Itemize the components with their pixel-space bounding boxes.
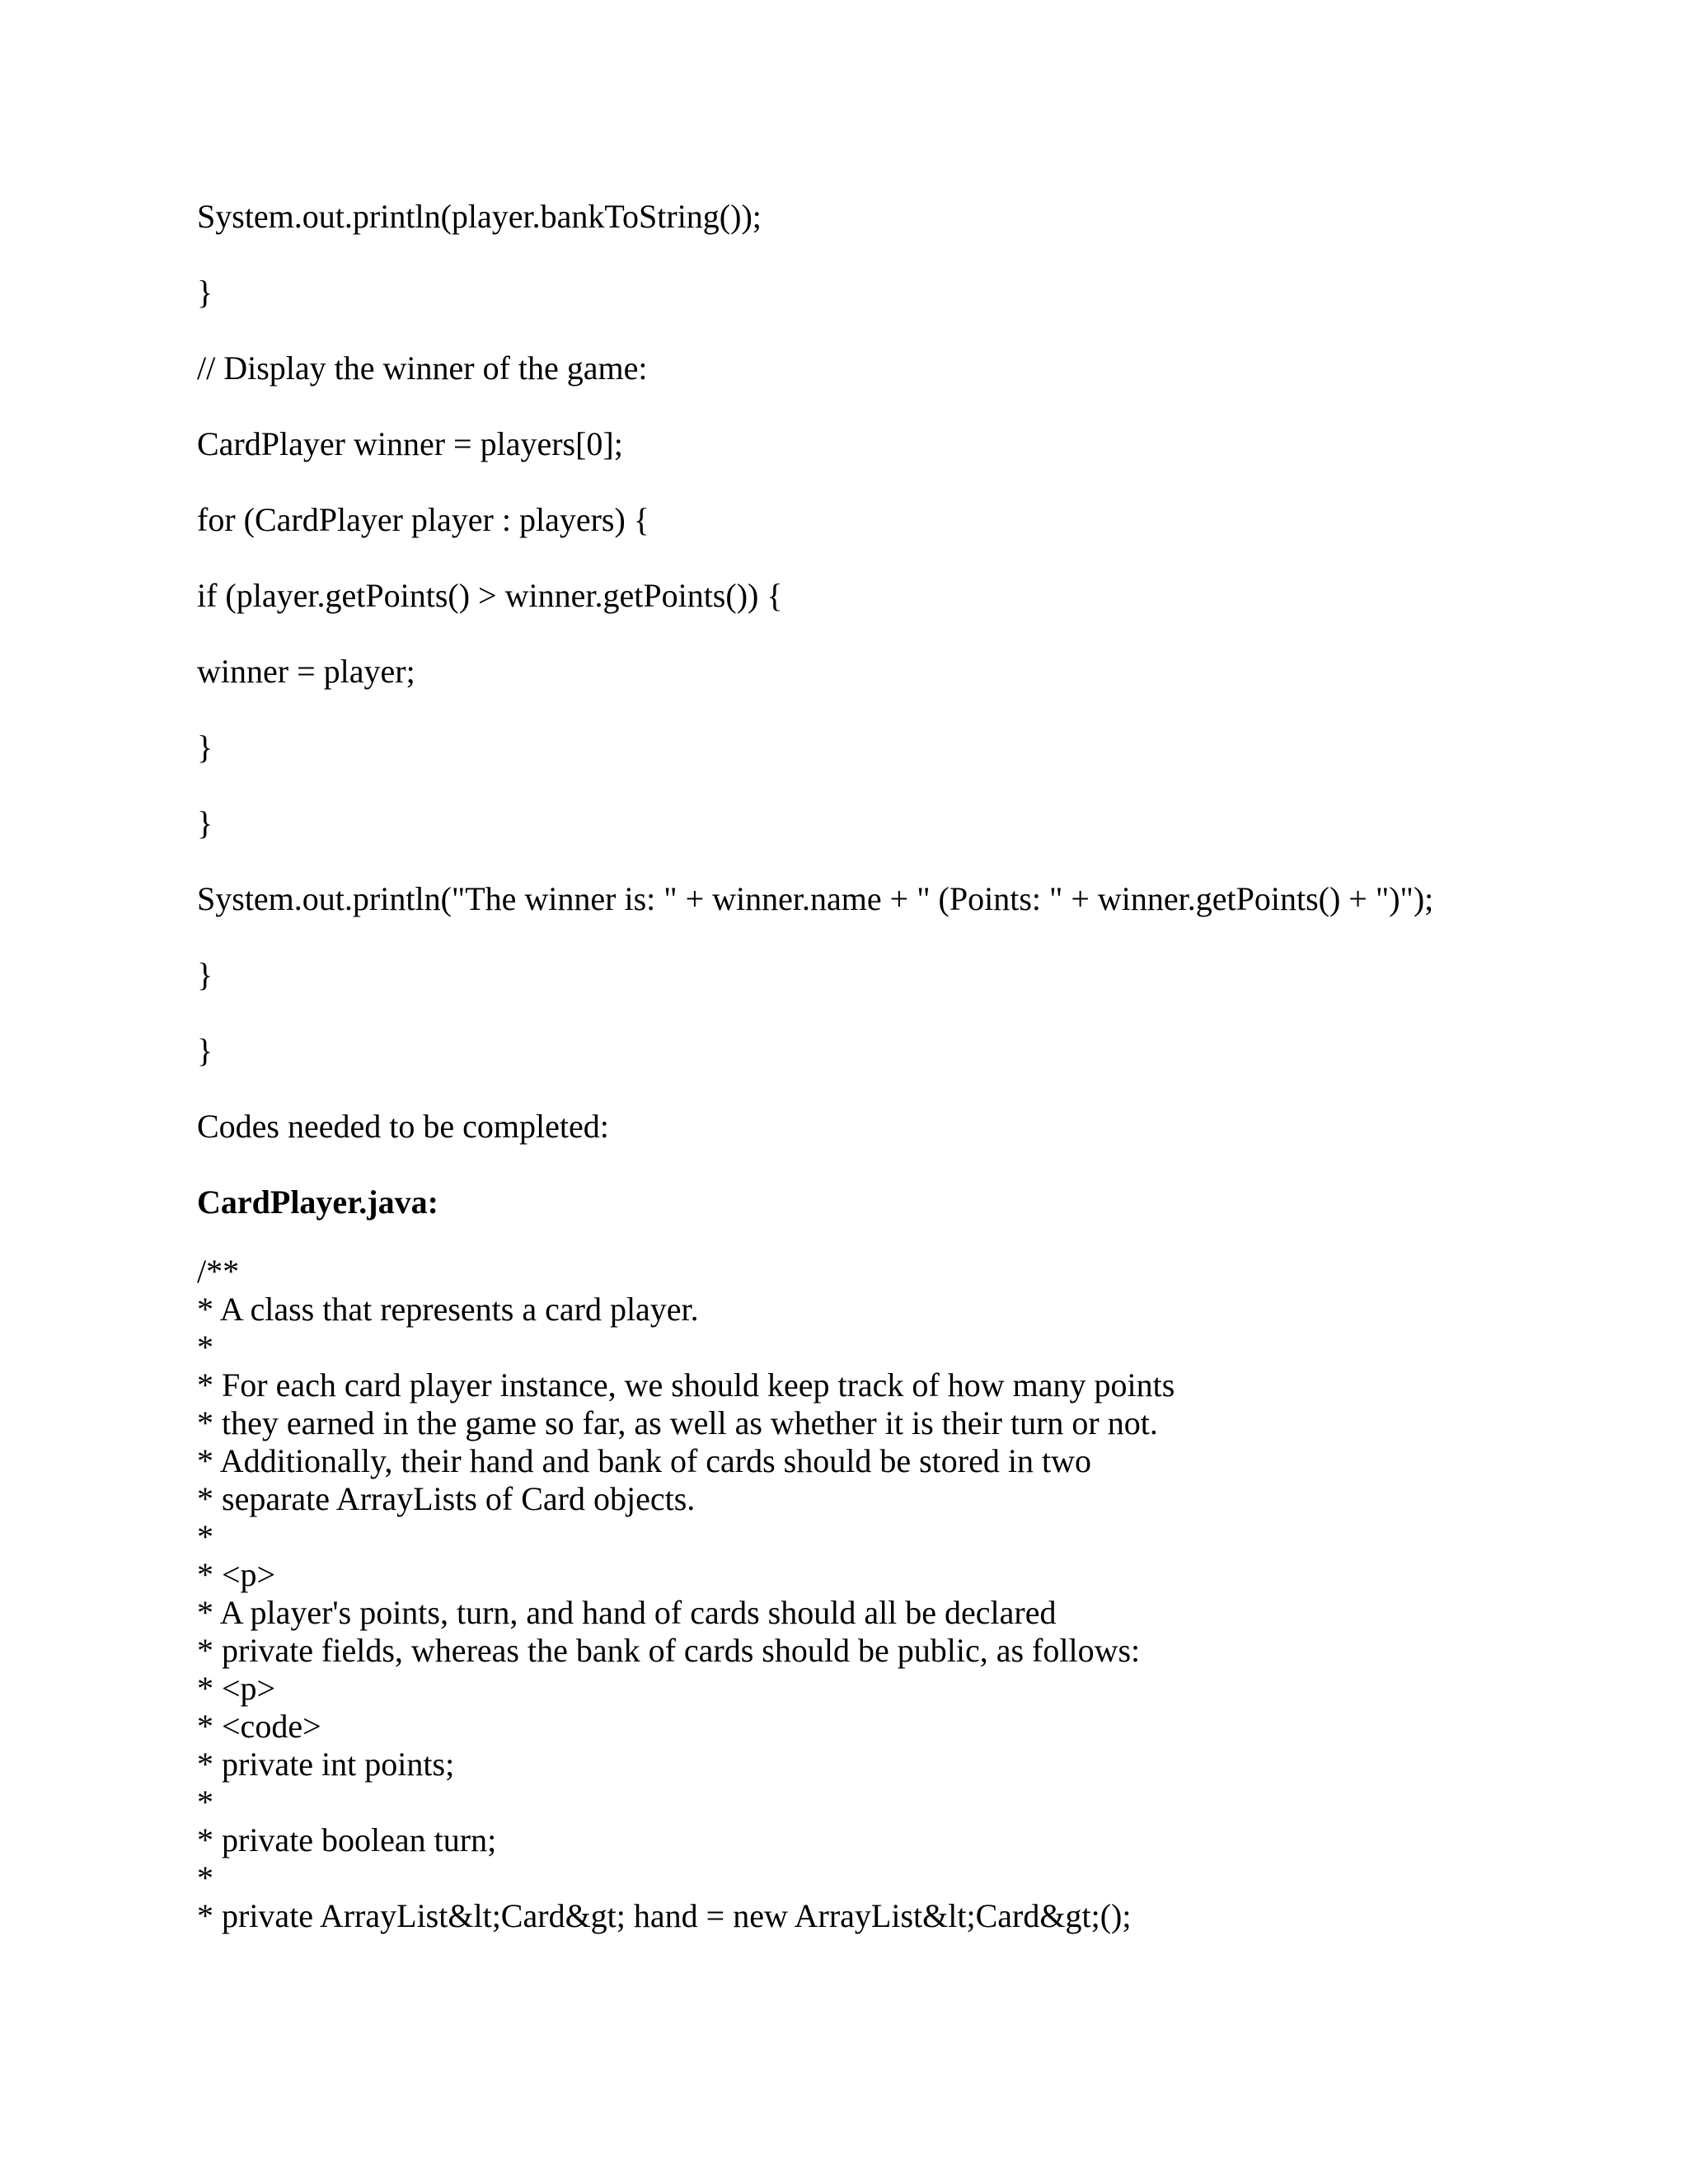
code-line-1: System.out.println(player.bankToString()); — [197, 198, 762, 235]
comment-line-15: * — [197, 1783, 213, 1821]
comment-line-14: * private int points; — [197, 1746, 455, 1783]
comment-line-12: * <p> — [197, 1670, 276, 1707]
comment-line-17: * — [197, 1859, 213, 1896]
comment-line-2: * A class that represents a card player. — [197, 1291, 699, 1328]
code-line-12: } — [197, 1032, 213, 1069]
comment-line-18: * private ArrayList&lt;Card&gt; hand = new ArrayList&lt;Card&gt;(); — [197, 1897, 1132, 1934]
code-line-10: System.out.println("The winner is: " + winner.name + " (Points: " + winner.getPoints() + ")"); — [197, 880, 1434, 917]
comment-line-7: * separate ArrayLists of Card objects. — [197, 1480, 696, 1517]
comment-line-11: * private fields, whereas the bank of cards should be public, as follows: — [197, 1632, 1141, 1669]
comment-line-6: * Additionally, their hand and bank of cards should be stored in two — [197, 1442, 1091, 1479]
comment-line-3: * — [197, 1329, 213, 1366]
comment-line-13: * <code> — [197, 1708, 321, 1745]
code-line-6: if (player.getPoints() > winner.getPoints()) { — [197, 577, 783, 614]
comment-line-8: * — [197, 1518, 213, 1555]
code-line-9: } — [197, 804, 213, 841]
comment-line-9: * <p> — [197, 1556, 276, 1593]
code-line-5: for (CardPlayer player : players) { — [197, 501, 649, 538]
comment-line-16: * private boolean turn; — [197, 1821, 497, 1858]
comment-line-1: /** — [197, 1253, 240, 1290]
code-line-7: winner = player; — [197, 653, 415, 690]
comment-line-10: * A player's points, turn, and hand of cards should all be declared — [197, 1594, 1057, 1631]
code-line-8: } — [197, 729, 213, 766]
comment-line-4: * For each card player instance, we should keep track of how many points — [197, 1366, 1175, 1404]
comment-line-5: * they earned in the game so far, as well as whether it is their turn or not. — [197, 1404, 1158, 1441]
code-line-11: } — [197, 956, 213, 993]
code-line-3: // Display the winner of the game: — [197, 349, 648, 387]
instruction-text: Codes needed to be completed: — [197, 1108, 609, 1145]
code-line-4: CardPlayer winner = players[0]; — [197, 425, 623, 462]
file-heading: CardPlayer.java: — [197, 1183, 438, 1221]
code-line-2: } — [197, 274, 213, 311]
